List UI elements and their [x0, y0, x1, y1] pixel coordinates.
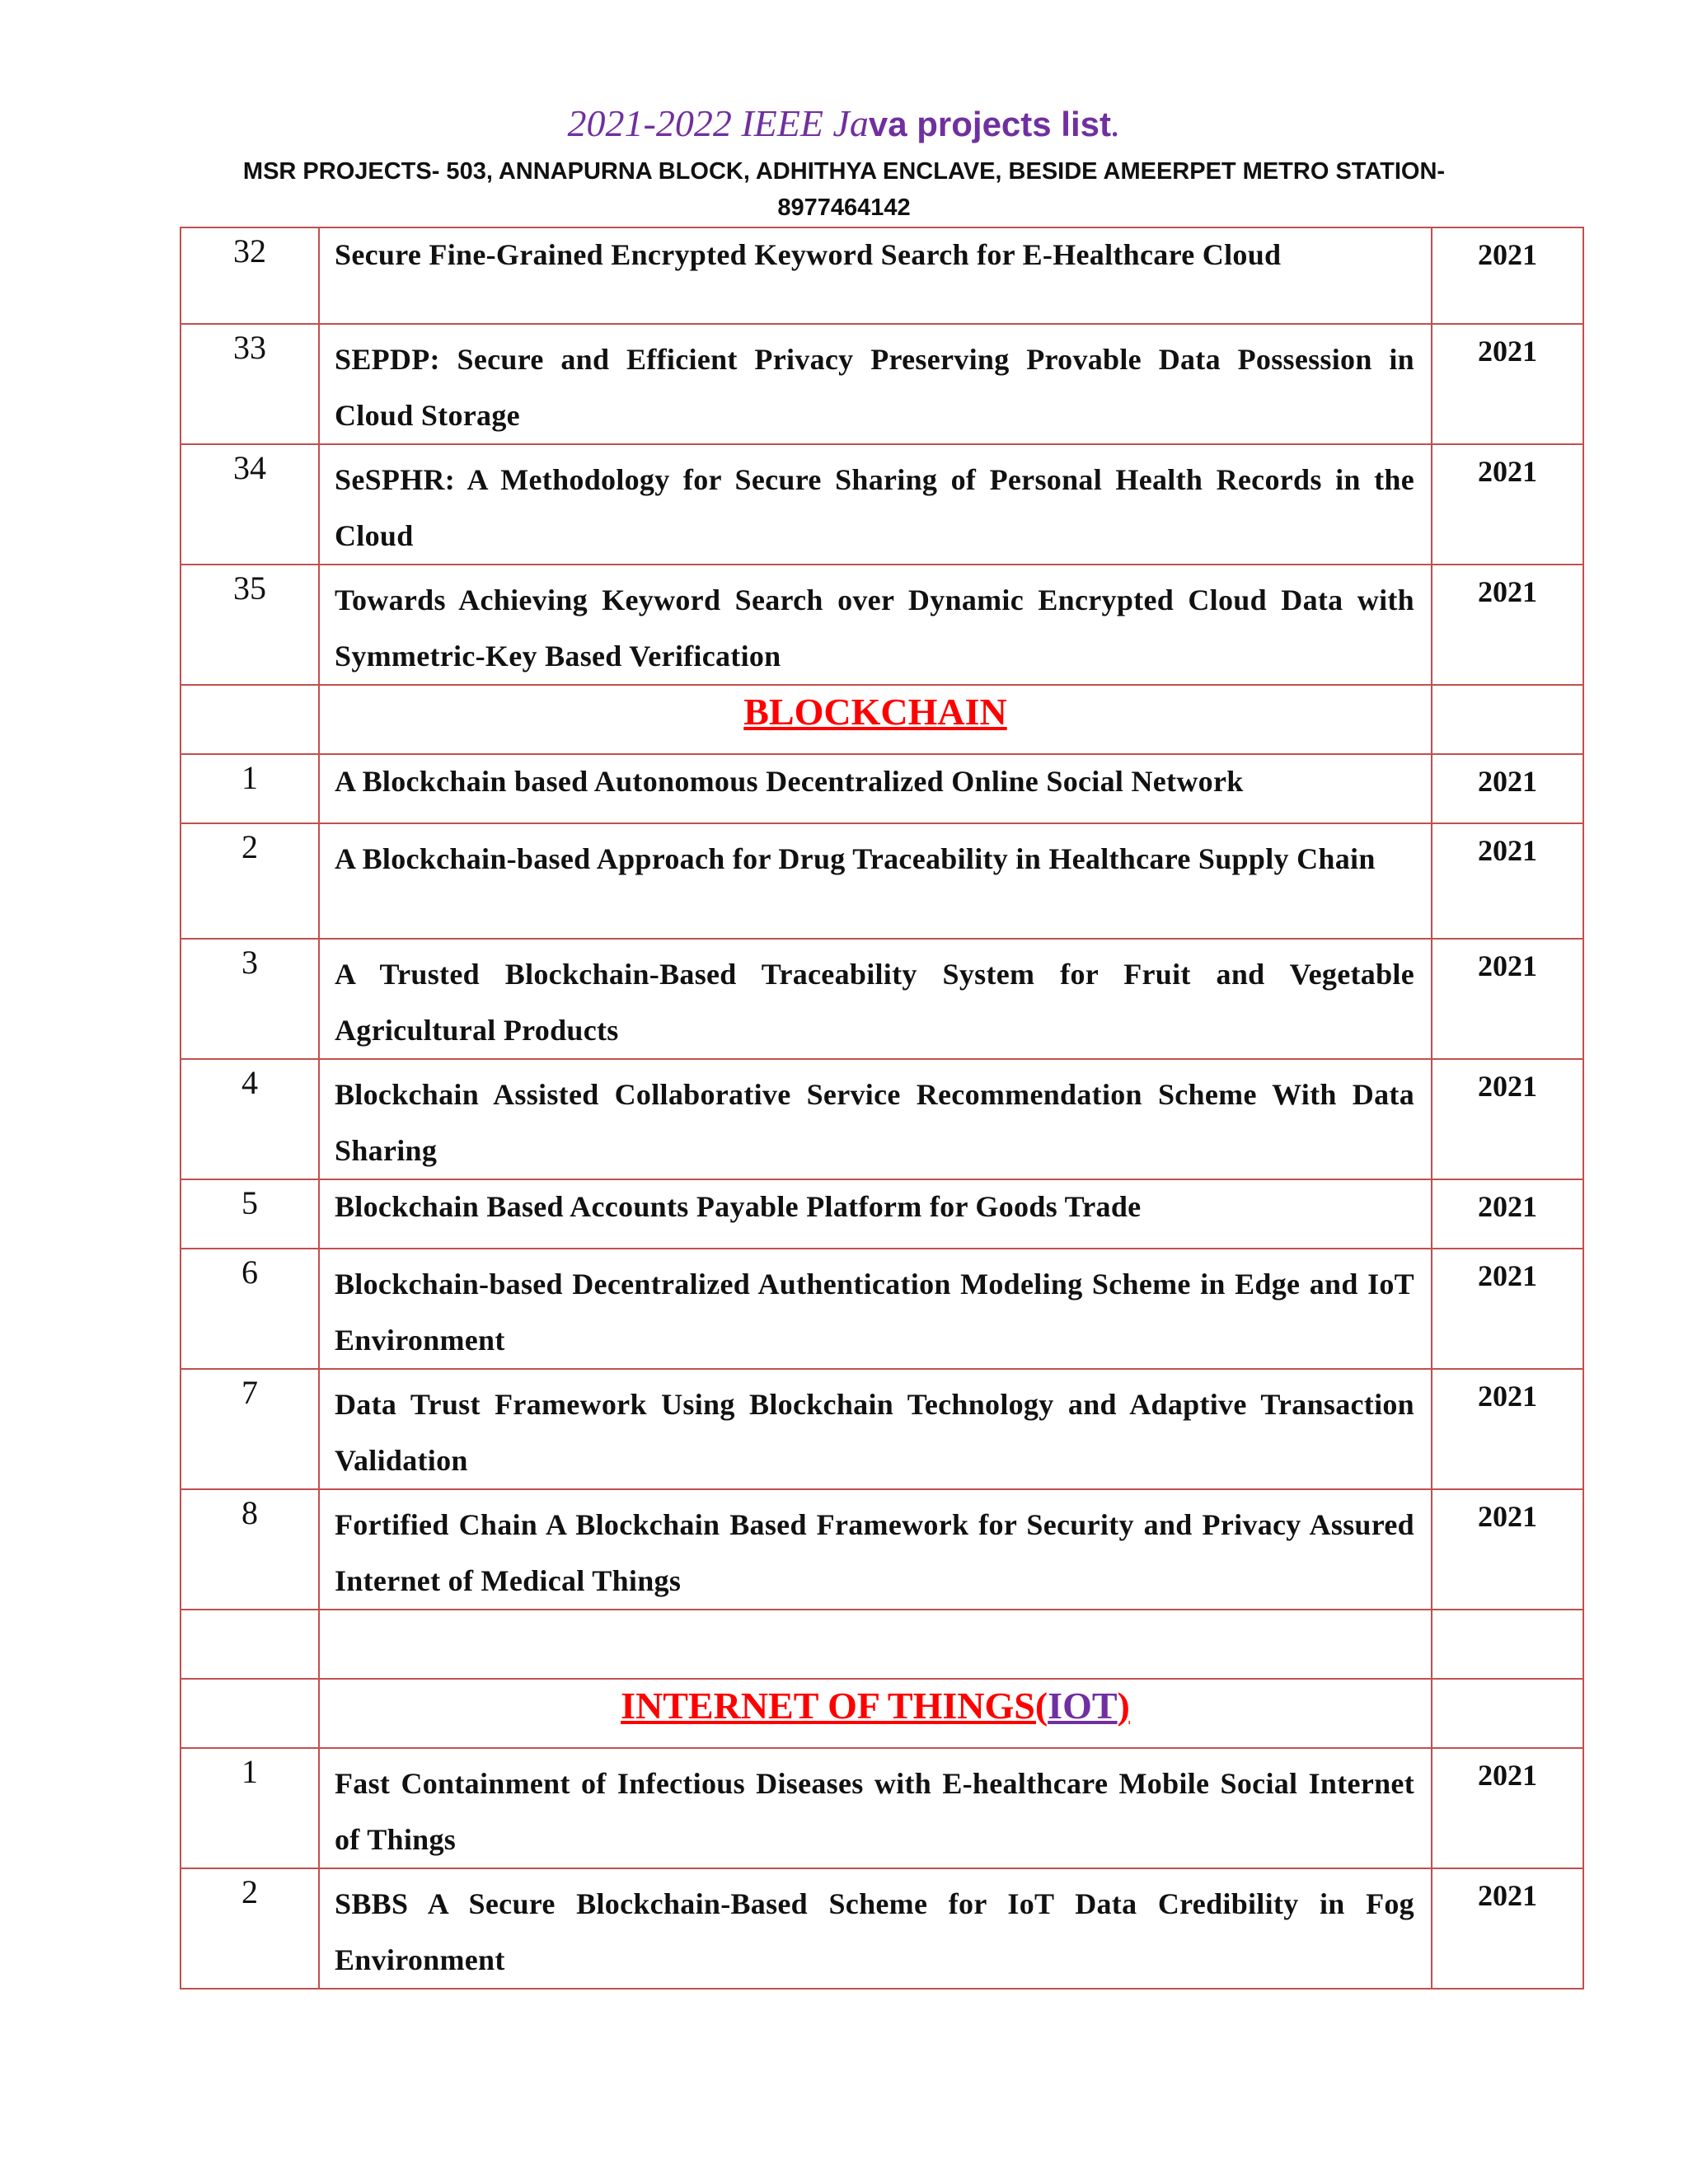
row-number: 2	[181, 823, 319, 939]
row-title: SBBS A Secure Blockchain-Based Scheme for IoT Data Credibility in Fog Environment	[319, 1868, 1432, 1989]
row-number: 7	[181, 1369, 319, 1489]
row-year: 2021	[1432, 823, 1583, 939]
empty-cell	[1432, 685, 1583, 754]
row-title: Fast Containment of Infectious Diseases with E-healthcare Mobile Social Internet of Things	[319, 1748, 1432, 1868]
row-title: Blockchain Based Accounts Payable Platform for Goods Trade	[319, 1179, 1432, 1249]
table-row	[181, 754, 1583, 823]
row-year: 2021	[1432, 1868, 1583, 1989]
empty-cell	[181, 1610, 319, 1679]
table-row	[181, 565, 1583, 685]
row-year: 2021	[1432, 1489, 1583, 1610]
row-number: 35	[181, 565, 319, 685]
title-part-1: 2021-2022 IEEE Ja	[567, 102, 869, 144]
section-iot-text-3: )	[1117, 1685, 1130, 1727]
section-row-iot	[181, 1679, 1583, 1748]
title-part-2: va projects list	[868, 105, 1111, 143]
address-block	[0, 153, 1688, 226]
row-title: Fortified Chain A Blockchain Based Framework for Security and Privacy Assured Internet of Medical Things	[319, 1489, 1432, 1610]
row-number: 33	[181, 324, 319, 444]
table-row	[181, 227, 1583, 324]
row-title: Blockchain-based Decentralized Authentication Modeling Scheme in Edge and IoT Environment	[319, 1249, 1432, 1369]
empty-cell	[319, 1610, 1432, 1679]
row-number: 1	[181, 1748, 319, 1868]
row-number: 3	[181, 939, 319, 1059]
row-number: 4	[181, 1059, 319, 1179]
row-year: 2021	[1432, 1059, 1583, 1179]
row-number: 5	[181, 1179, 319, 1249]
row-title: Blockchain Assisted Collaborative Service Recommendation Scheme With Data Sharing	[319, 1059, 1432, 1179]
row-title: A Trusted Blockchain-Based Traceability System for Fruit and Vegetable Agricultural Products	[319, 939, 1432, 1059]
row-number: 32	[181, 227, 319, 324]
section-heading-text: BLOCKCHAIN	[743, 691, 1007, 733]
row-title: A Blockchain based Autonomous Decentralized Online Social Network	[319, 754, 1432, 823]
row-number: 6	[181, 1249, 319, 1369]
table-row	[181, 1369, 1583, 1489]
empty-cell	[181, 685, 319, 754]
row-title: SEPDP: Secure and Efficient Privacy Preserving Provable Data Possession in Cloud Storage	[319, 324, 1432, 444]
row-number: 2	[181, 1868, 319, 1989]
address-line-2: 8977464142	[777, 194, 911, 221]
table-row	[181, 1748, 1583, 1868]
section-iot-text-2: IOT	[1048, 1685, 1118, 1727]
row-year: 2021	[1432, 324, 1583, 444]
row-year: 2021	[1432, 565, 1583, 685]
row-year: 2021	[1432, 1249, 1583, 1369]
row-title: Data Trust Framework Using Blockchain Technology and Adaptive Transaction Validation	[319, 1369, 1432, 1489]
section-heading-blockchain	[319, 685, 1432, 754]
row-year: 2021	[1432, 939, 1583, 1059]
row-year: 2021	[1432, 1179, 1583, 1249]
row-year: 2021	[1432, 227, 1583, 324]
empty-cell	[1432, 1610, 1583, 1679]
row-year: 2021	[1432, 1369, 1583, 1489]
empty-cell	[1432, 1679, 1583, 1748]
row-year: 2021	[1432, 1748, 1583, 1868]
table-row	[181, 324, 1583, 444]
section-row-blockchain	[181, 685, 1583, 754]
projects-table	[180, 227, 1584, 1990]
table-row	[181, 1489, 1583, 1610]
table-row	[181, 939, 1583, 1059]
row-year: 2021	[1432, 754, 1583, 823]
row-year: 2021	[1432, 444, 1583, 565]
row-number: 1	[181, 754, 319, 823]
row-number: 34	[181, 444, 319, 565]
empty-cell	[181, 1679, 319, 1748]
row-title: Secure Fine-Grained Encrypted Keyword Search for E-Healthcare Cloud	[319, 227, 1432, 324]
address-line-1: MSR PROJECTS- 503, ANNAPURNA BLOCK, ADHITHYA ENCLAVE, BESIDE AMEERPET METRO STATION-	[242, 158, 1446, 185]
section-heading-iot	[319, 1679, 1432, 1748]
table-row	[181, 1249, 1583, 1369]
table-row	[181, 823, 1583, 939]
empty-row	[181, 1610, 1583, 1679]
row-number: 8	[181, 1489, 319, 1610]
table-row	[181, 1059, 1583, 1179]
table-row	[181, 1179, 1583, 1249]
title-dot: .	[1110, 102, 1121, 144]
table-row	[181, 1868, 1583, 1989]
section-iot-text-1: INTERNET OF THINGS(	[621, 1685, 1048, 1727]
row-title: SeSPHR: A Methodology for Secure Sharing of Personal Health Records in the Cloud	[319, 444, 1432, 565]
table-row	[181, 444, 1583, 565]
row-title: Towards Achieving Keyword Search over Dynamic Encrypted Cloud Data with Symmetric-Key Based Verification	[319, 565, 1432, 685]
page-title	[0, 101, 1688, 148]
row-title: A Blockchain-based Approach for Drug Traceability in Healthcare Supply Chain	[319, 823, 1432, 939]
